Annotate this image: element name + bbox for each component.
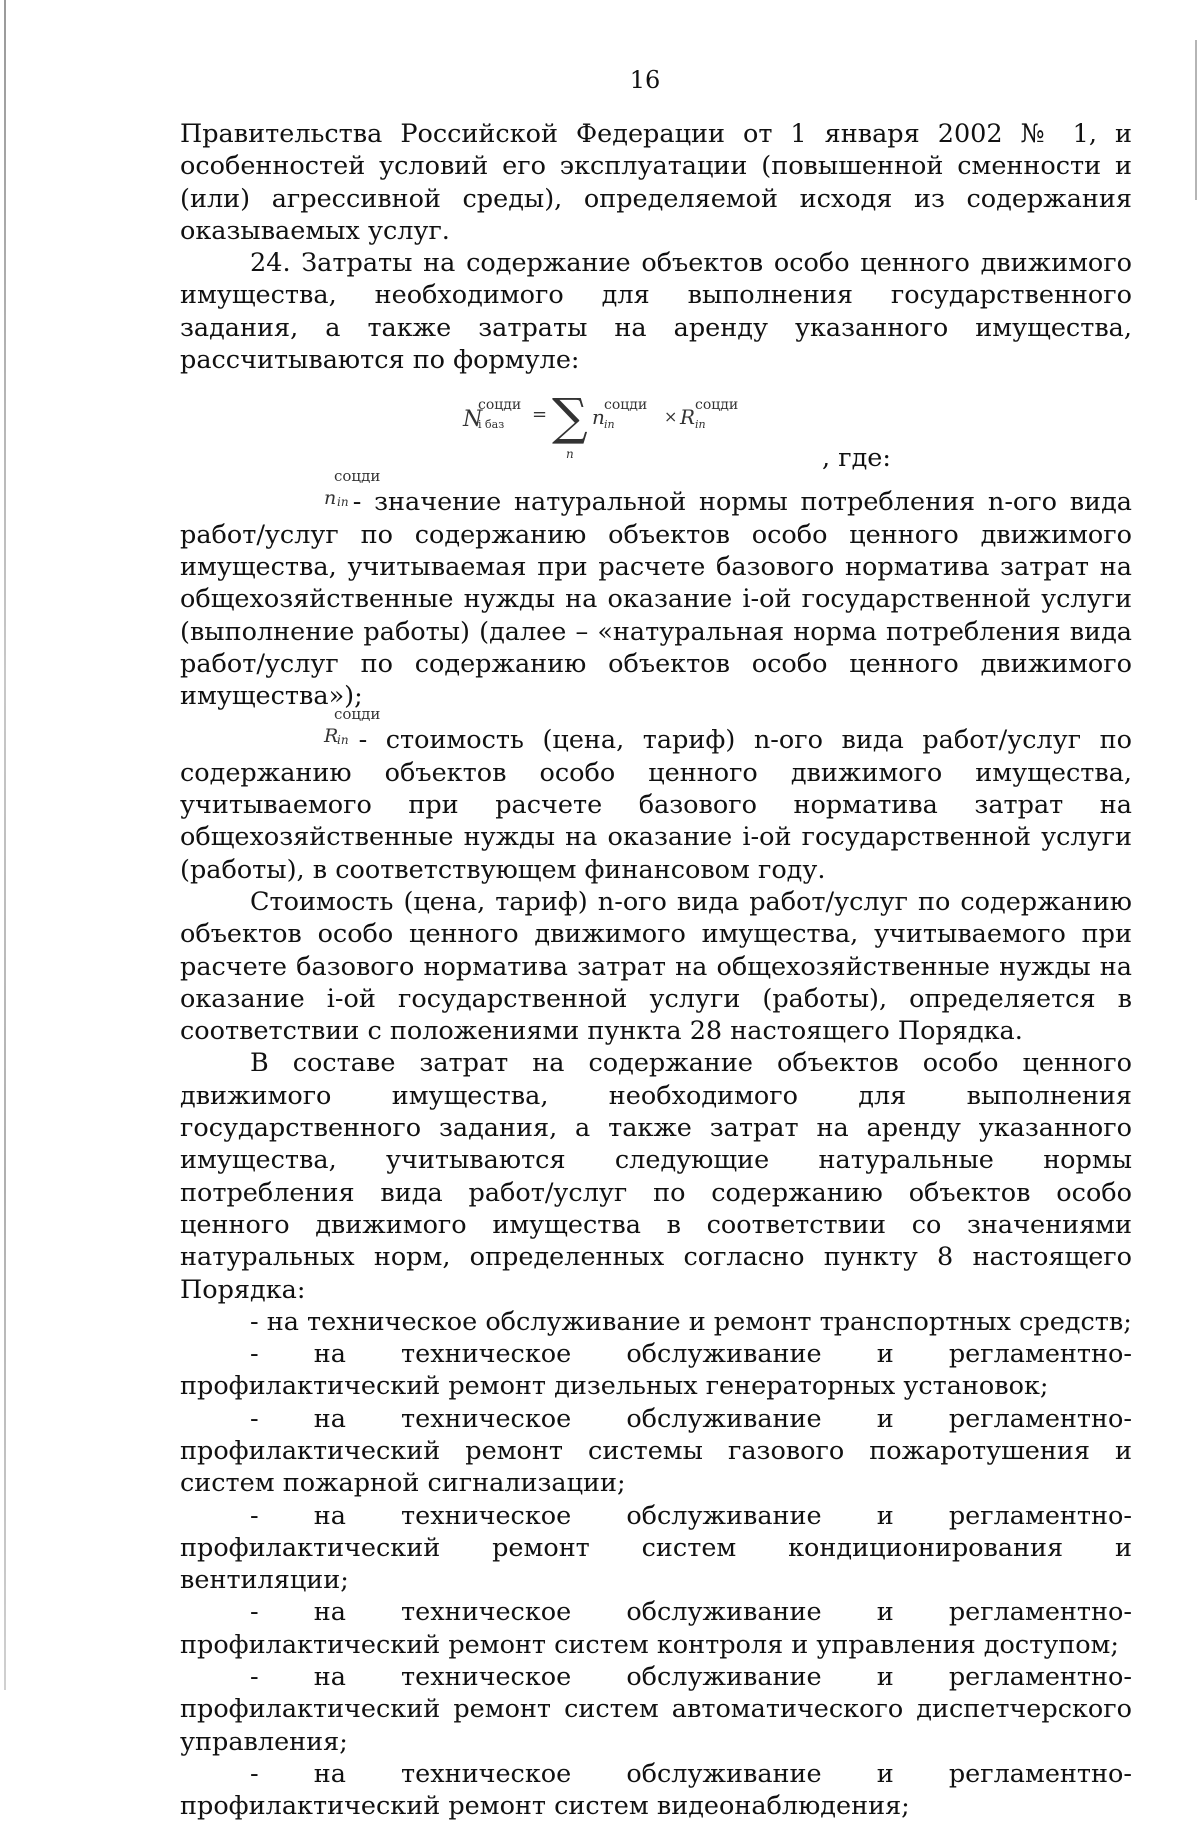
list-item: - на техническое обслуживание и регламентно-профилактический ремонт системы газового пожаротушения и систем пожарной сигнализации; — [180, 1403, 1132, 1499]
definition-r-text: - стоимость (цена, тариф) n-ого вида работ/услуг по содержанию объектов особо ценного движимого имущества, учитываемого при расчете базового норматива затрат на общехозяйственные нужды на оказание i-ой государственной услуги (работы), в соответствующем финансовом году. — [180, 725, 1132, 885]
formula-lhs-sup: соцди — [478, 397, 522, 414]
point-24-paragraph: 24. Затраты на содержание объектов особо ценного движимого имущества, необходимого для выполнения государственного задания, а также затраты на аренду указанного имущества, рассчитываются по формуле: — [180, 248, 1132, 376]
formula-term1-base: n — [592, 405, 605, 430]
definition-n-text: - значение натуральной нормы потребления n-ого вида работ/услуг по содержанию объектов особо ценного движимого имущества, учитываемая при расчете базового норматива затрат на общехозяйственные нужды на оказание i-ой государственной услуги (выполнение работы) (далее – «натуральная норма потребления вида работ/услуг по содержанию объектов особо ценного движимого имущества»); — [180, 487, 1132, 712]
formula-equals: = — [532, 404, 548, 426]
list-item: - на техническое обслуживание и ремонт транспортных средств; — [250, 1306, 1132, 1337]
formula-sum-index: n — [566, 447, 574, 462]
formula-lhs-sub: i баз — [478, 418, 505, 432]
symbol-n-in — [250, 467, 381, 510]
formula-sum-icon: ∑ — [552, 388, 588, 447]
formula-lhs-base: N — [463, 407, 483, 433]
continuation-paragraph: Правительства Российской Федерации от 1 января 2002 № 1, и особенностей условий его эксплуатации (повышенной сменности и (или) агрессивной среды), определяемой исходя из содержания оказываемых услуг. — [180, 119, 1132, 246]
formula-term1-sub: in — [604, 418, 615, 432]
symbol-n-sub: in — [337, 495, 349, 510]
document-body — [180, 118, 1132, 1823]
formula-where-label: , где: — [822, 443, 891, 474]
symbol-r-sub: in — [337, 733, 349, 748]
cost-paragraph: Стоимость (цена, тариф) n-ого вида работ/услуг по содержанию объектов особо ценного движимого имущества, учитываемого при расчете базового норматива затрат на общехозяйственные нужды на оказание i-ой государственной услуги (работы), определяется в соответствии с положениями пункта 28 настоящего Порядка. — [180, 886, 1132, 1047]
symbol-r-in — [250, 705, 381, 748]
scan-edge-right — [1195, 40, 1197, 200]
list-item: - на техническое обслуживание и регламентно-профилактический ремонт систем кондиционирования и вентиляции; — [180, 1500, 1132, 1596]
definition-n — [180, 467, 1132, 712]
composition-paragraph: В составе затрат на содержание объектов особо ценного движимого имущества, необходимого для выполнения государственного задания, а также затрат на аренду указанного имущества, учитываются следующие натуральные нормы потребления вида работ/услуг по содержанию объектов особо ценного движимого имущества в соответствии со значениями натуральных норм, определенных согласно пункту 8 настоящего Порядка: — [180, 1048, 1132, 1305]
list-item: - на техническое обслуживание и регламентно-профилактический ремонт систем видеонаблюдения; — [180, 1758, 1132, 1822]
formula-term2-sub: in — [695, 418, 706, 432]
formula-term2-sup: соцди — [695, 397, 739, 414]
symbol-n-sup: соцди — [334, 467, 381, 486]
formula-times: × — [664, 407, 678, 427]
definition-r — [180, 705, 1132, 885]
list-item: - на техническое обслуживание и регламентно-профилактический ремонт систем контроля и управления доступом; — [180, 1597, 1132, 1660]
formula-term1-sup: соцди — [604, 397, 648, 414]
symbol-r-sup: соцди — [334, 705, 381, 724]
symbol-n-base: n — [324, 487, 337, 510]
list-item: - на техническое обслуживание и регламентно-профилактический ремонт дизельных генераторных установок; — [180, 1339, 1132, 1402]
scan-edge-left — [4, 0, 6, 1690]
symbol-r-base: R — [324, 725, 339, 748]
formula-term2-base: R — [680, 405, 696, 430]
list-item: - на техническое обслуживание и регламентно-профилактический ремонт систем автоматического диспетчерского управления; — [180, 1662, 1132, 1757]
page-number: 16 — [629, 66, 661, 94]
